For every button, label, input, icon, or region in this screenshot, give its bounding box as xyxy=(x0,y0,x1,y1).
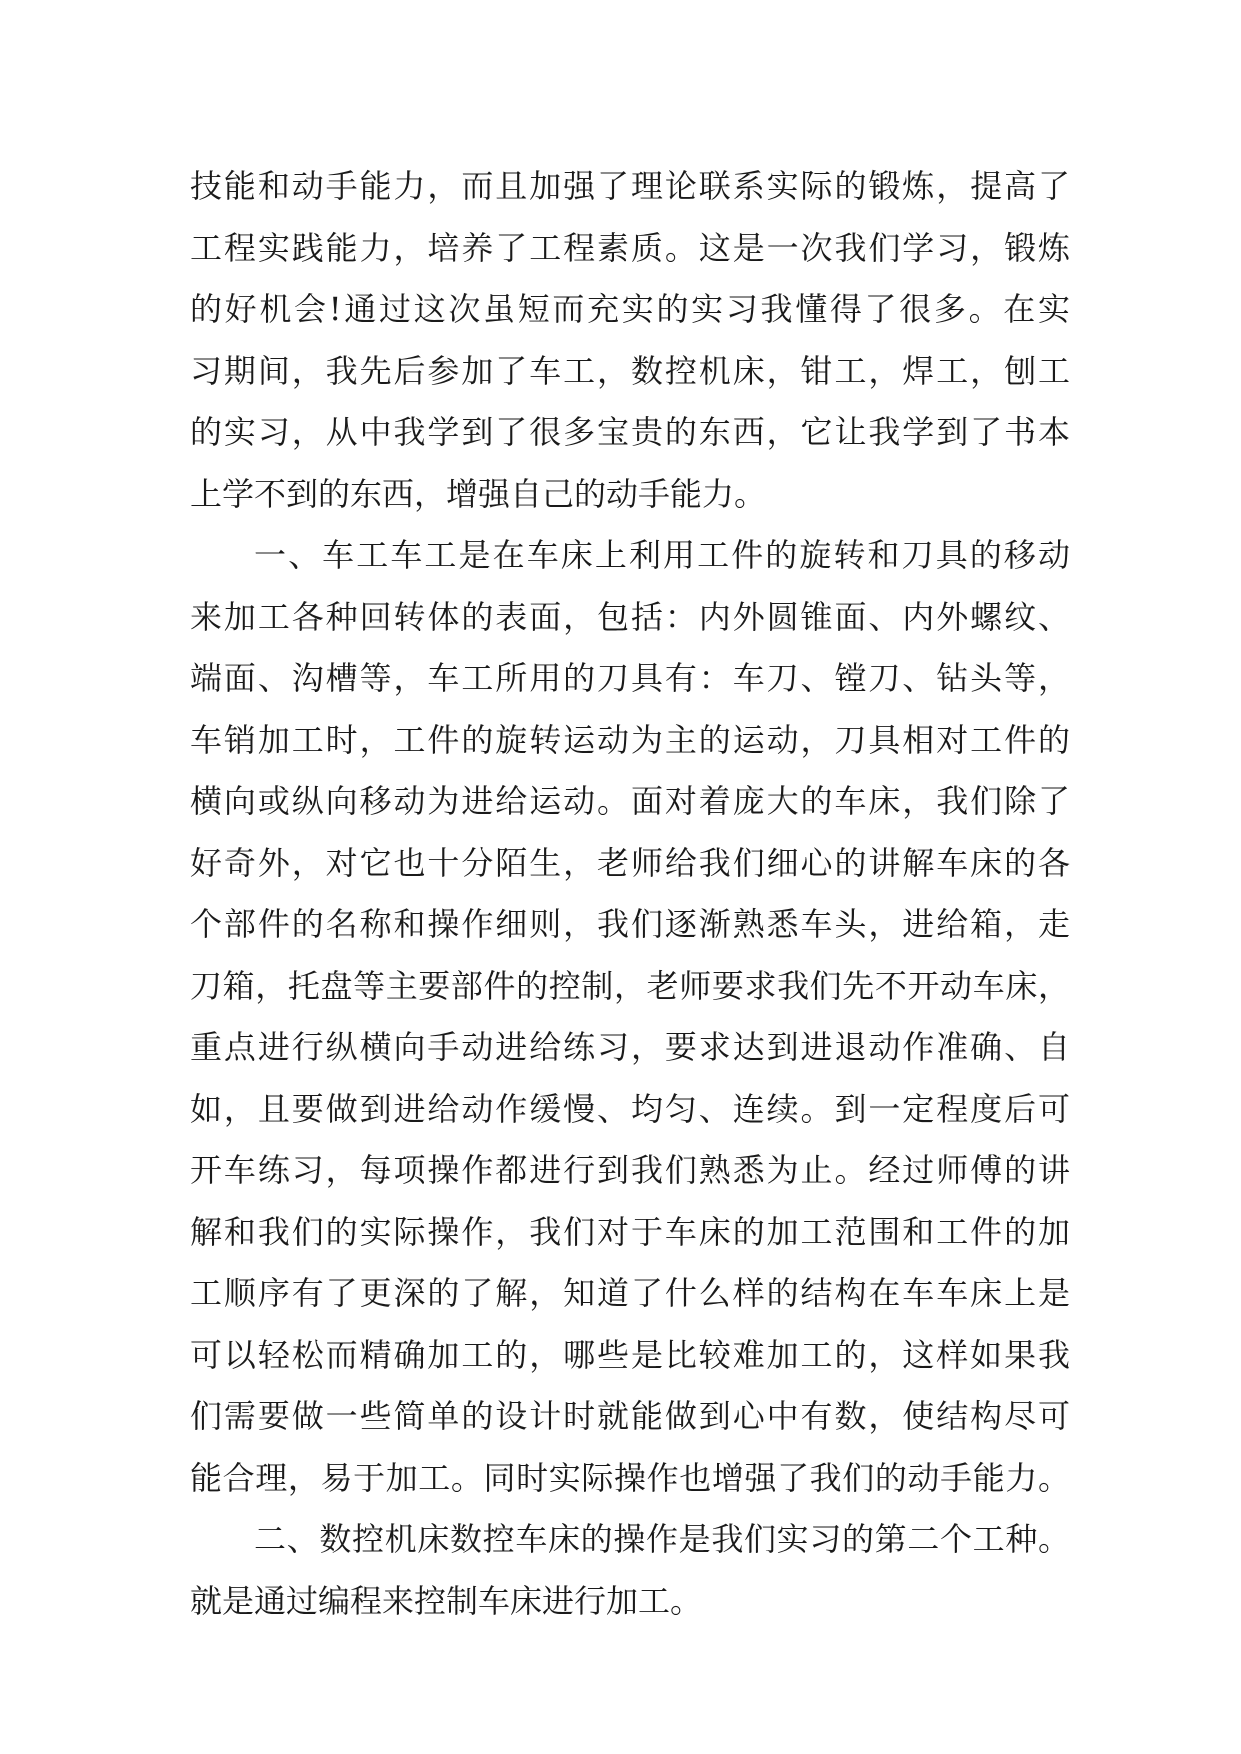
text-line: 技能和动手能力，而且加强了理论联系实际的锻炼，提高了 xyxy=(190,167,1070,205)
body-text xyxy=(190,156,1070,1632)
text-line: 工顺序有了更深的了解，知道了什么样的结构在车车床上是 xyxy=(190,1274,1070,1312)
text-line: 来加工各种回转体的表面，包括：内外圆锥面、内外螺纹、 xyxy=(190,597,1070,636)
text-line: 能合理，易于加工。同时实际操作也增强了我们的动手能力。 xyxy=(190,1458,1070,1497)
paragraph-start: 二、数控机床数控车床的操作是我们实习的第二个工种。 xyxy=(254,1520,1070,1558)
text-line: 习期间，我先后参加了车工，数控机床，钳工，焊工，刨工 xyxy=(190,351,1070,390)
text-line: 开车练习，每项操作都进行到我们熟悉为止。经过师傅的讲 xyxy=(190,1151,1070,1189)
text-line: 们需要做一些简单的设计时就能做到心中有数，使结构尽可 xyxy=(190,1397,1070,1435)
text-line: 工程实践能力，培养了工程素质。这是一次我们学习，锻炼 xyxy=(190,228,1070,267)
text-line: 就是通过编程来控制车床进行加工。 xyxy=(190,1581,703,1620)
text-line: 好奇外，对它也十分陌生，老师给我们细心的讲解车床的各 xyxy=(190,843,1070,882)
text-line: 可以轻松而精确加工的，哪些是比较难加工的，这样如果我 xyxy=(190,1335,1070,1374)
text-line: 刀箱，托盘等主要部件的控制，老师要求我们先不开动车床， xyxy=(190,966,1070,1005)
text-line: 横向或纵向移动为进给运动。面对着庞大的车床，我们除了 xyxy=(190,782,1070,820)
text-line: 重点进行纵横向手动进给练习，要求达到进退动作准确、自 xyxy=(190,1028,1070,1066)
text-line: 个部件的名称和操作细则，我们逐渐熟悉车头，进给箱，走 xyxy=(190,905,1070,943)
paragraph-start: 一、车工车工是在车床上利用工件的旋转和刀具的移动 xyxy=(254,536,1070,574)
text-line: 上学不到的东西，增强自己的动手能力。 xyxy=(190,474,767,513)
text-line: 车销加工时，工件的旋转运动为主的运动，刀具相对工件的 xyxy=(190,720,1070,759)
text-line: 端面、沟槽等，车工所用的刀具有：车刀、镗刀、钻头等， xyxy=(190,659,1070,697)
text-line: 如，且要做到进给动作缓慢、均匀、连续。到一定程度后可 xyxy=(190,1089,1070,1128)
text-line: 的好机会!通过这次虽短而充实的实习我懂得了很多。在实 xyxy=(190,290,1070,328)
text-line: 的实习，从中我学到了很多宝贵的东西，它让我学到了书本 xyxy=(190,413,1070,451)
text-line: 解和我们的实际操作，我们对于车床的加工范围和工件的加 xyxy=(190,1212,1070,1251)
